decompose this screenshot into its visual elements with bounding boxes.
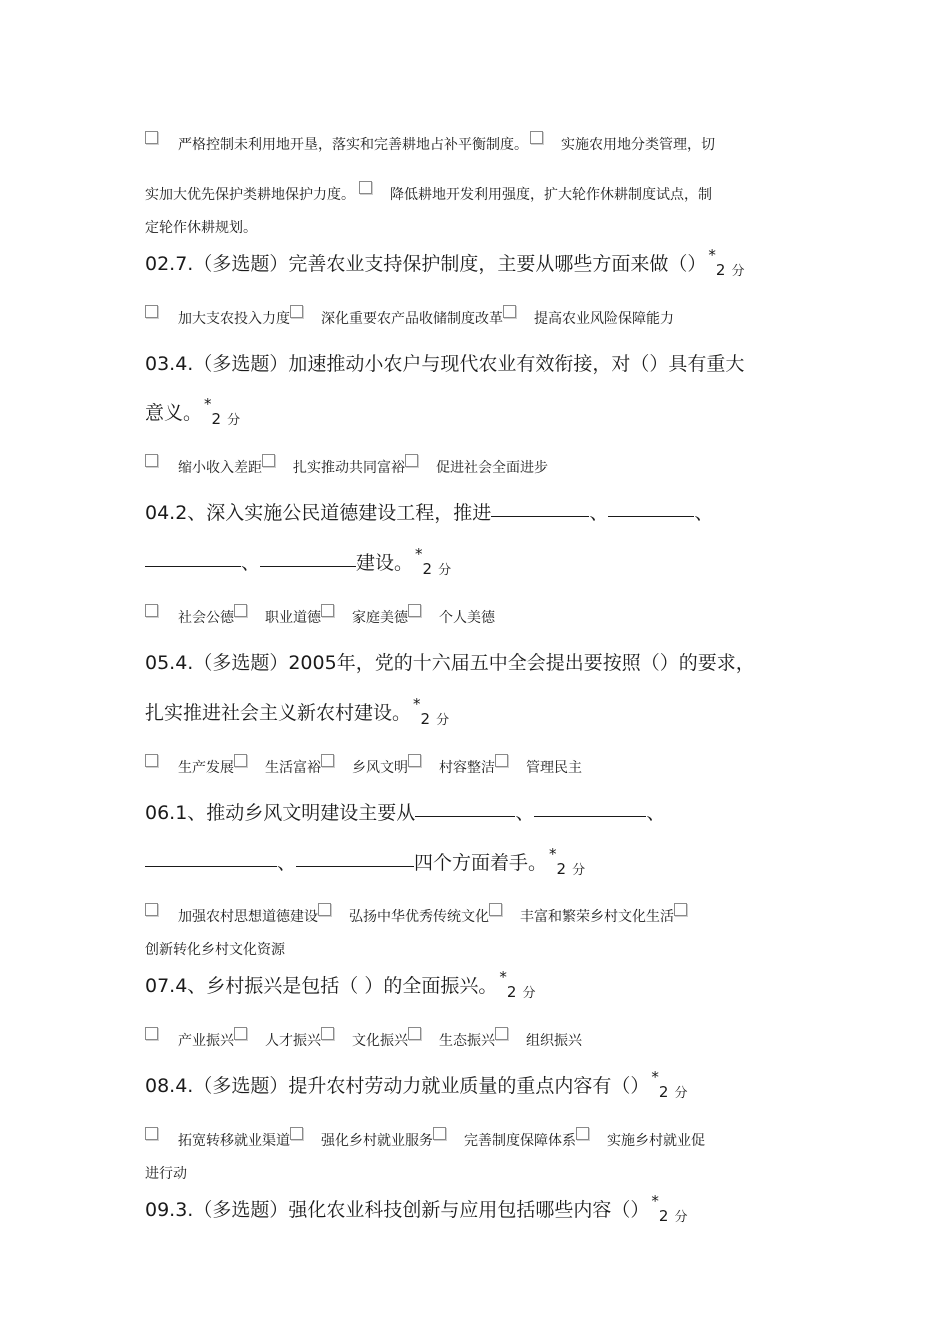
question-text: 07.4、乡村振兴是包括（ ）的全面振兴。: [145, 975, 498, 997]
points-unit: 分: [438, 563, 452, 578]
option-label: 加强农村思想道德建设: [178, 909, 318, 925]
option-label: 强化乡村就业服务: [321, 1133, 433, 1149]
question-text: 02.7.（多选题）完善农业支持保护制度，主要从哪些方面来做（）: [145, 253, 707, 275]
q06-options-line1: [145, 906, 687, 926]
points: 2: [658, 1083, 669, 1101]
checkbox[interactable]: [433, 1127, 446, 1140]
checkbox[interactable]: [495, 754, 508, 767]
checkbox[interactable]: [489, 903, 502, 916]
q01-option-text: 实施农用地分类管理，切: [561, 137, 715, 153]
question-text: 四个方面着手。: [414, 852, 548, 874]
question-text: 建设。: [356, 552, 414, 574]
checkbox[interactable]: [145, 903, 158, 916]
blank-1[interactable]: [491, 515, 589, 517]
question-text: 04.2、深入实施公民道德建设工程，推进: [145, 502, 492, 524]
question-02: [145, 246, 745, 279]
blank-1[interactable]: [415, 815, 515, 817]
checkbox[interactable]: [408, 754, 421, 767]
option-label: 家庭美德: [352, 610, 408, 626]
checkbox[interactable]: [290, 1127, 303, 1140]
checkbox[interactable]: [145, 604, 158, 617]
option-label: 加大支农投入力度: [178, 311, 290, 327]
option-label: 乡风文明: [352, 760, 408, 776]
points: 2: [420, 710, 431, 728]
required-mark: *: [549, 845, 557, 863]
points: 2: [422, 560, 433, 578]
option-label: 管理民主: [526, 760, 582, 776]
question-03-line1: 03.4.（多选题）加速推动小农户与现代农业有效衔接，对（）具有重大: [145, 353, 745, 375]
q01-options-line3: 定轮作休耕规划。: [145, 220, 257, 236]
required-mark: *: [651, 1192, 659, 1210]
points-unit: 分: [227, 413, 241, 428]
checkbox[interactable]: [145, 754, 158, 767]
question-05-line2: [145, 695, 450, 728]
checkbox[interactable]: [405, 454, 418, 467]
q02-options: [145, 308, 674, 328]
question-05-line1: 05.4.（多选题）2005年，党的十六届五中全会提出要按照（）的要求，: [145, 652, 755, 674]
question-06-line1: [145, 798, 665, 825]
option-label: 社会公德: [178, 610, 234, 626]
blank-3[interactable]: [145, 865, 277, 867]
question-text: 08.4.（多选题）提升农村劳动力就业质量的重点内容有（）: [145, 1075, 650, 1097]
points: 2: [211, 410, 222, 428]
q01-options-line1: [145, 134, 715, 154]
checkbox[interactable]: [503, 305, 516, 318]
points-unit: 分: [572, 863, 586, 878]
question-text: 扎实推进社会主义新农村建设。: [145, 702, 412, 724]
question-04-line2: [145, 545, 452, 578]
question-03-line2: [145, 395, 241, 428]
q08-options-line1: [145, 1130, 705, 1150]
checkbox[interactable]: [321, 754, 334, 767]
checkbox[interactable]: [290, 305, 303, 318]
q01-option-text: 降低耕地开发利用强度，扩大轮作休耕制度试点，制: [390, 187, 712, 203]
q04-options: [145, 607, 495, 627]
option-label: 组织振兴: [526, 1033, 582, 1049]
checkbox[interactable]: [262, 454, 275, 467]
points-unit: 分: [674, 1210, 688, 1225]
question-08: [145, 1068, 688, 1101]
blank-2[interactable]: [608, 515, 694, 517]
checkbox[interactable]: [145, 1127, 158, 1140]
checkbox[interactable]: [145, 454, 158, 467]
option-label: 产业振兴: [178, 1033, 234, 1049]
required-mark: *: [204, 395, 212, 413]
question-text: 09.3.（多选题）强化农业科技创新与应用包括哪些内容（）: [145, 1199, 650, 1221]
checkbox[interactable]: [576, 1127, 589, 1140]
blank-2[interactable]: [534, 815, 646, 817]
option-label: 职业道德: [265, 610, 321, 626]
checkbox[interactable]: [234, 604, 247, 617]
points: 2: [658, 1207, 669, 1225]
option-label: 生态振兴: [439, 1033, 495, 1049]
option-label: 完善制度保障体系: [464, 1133, 576, 1149]
required-mark: *: [708, 246, 716, 264]
question-09: [145, 1192, 688, 1225]
q08-options-line2: 进行动: [145, 1166, 187, 1182]
question-06-line2: [145, 845, 586, 878]
option-label: 扎实推动共同富裕: [293, 460, 405, 476]
q06-options-line2: 创新转化乡村文化资源: [145, 942, 285, 958]
option-label: 弘扬中华优秀传统文化: [349, 909, 489, 925]
question-text: 06.1、推动乡风文明建设主要从: [145, 802, 416, 824]
q03-options: [145, 457, 548, 477]
separator: 、: [646, 802, 666, 824]
option-label: 提高农业风险保障能力: [534, 311, 674, 327]
separator: 、: [589, 502, 609, 524]
points-unit: 分: [674, 1086, 688, 1101]
required-mark: *: [415, 545, 423, 563]
separator: 、: [277, 852, 297, 874]
option-label: 村容整洁: [439, 760, 495, 776]
q01-option-text: 实加大优先保护类耕地保护力度。: [145, 187, 355, 203]
separator: 、: [515, 802, 535, 824]
checkbox[interactable]: [495, 1027, 508, 1040]
points-unit: 分: [436, 713, 450, 728]
q01-options-line2: [145, 184, 712, 204]
option-label: 实施乡村就业促: [607, 1133, 705, 1149]
checkbox[interactable]: [318, 903, 331, 916]
question-04-line1: [145, 498, 713, 525]
points-unit: 分: [522, 986, 536, 1001]
required-mark: *: [651, 1068, 659, 1086]
q07-options: [145, 1030, 582, 1050]
checkbox[interactable]: [234, 754, 247, 767]
q01-option-text: 严格控制未利用地开垦，落实和完善耕地占补平衡制度。: [178, 137, 528, 153]
option-label: 缩小收入差距: [178, 460, 262, 476]
option-label: 人才振兴: [265, 1033, 321, 1049]
checkbox[interactable]: [408, 1027, 421, 1040]
checkbox[interactable]: [145, 131, 158, 144]
q05-options: [145, 757, 582, 777]
required-mark: *: [413, 695, 421, 713]
points: 2: [715, 261, 726, 279]
required-mark: *: [499, 968, 507, 986]
checkbox[interactable]: [234, 1027, 247, 1040]
blank-4[interactable]: [296, 865, 414, 867]
question-text: 意义。: [145, 402, 203, 424]
checkbox[interactable]: [408, 604, 421, 617]
option-label: 个人美德: [439, 610, 495, 626]
points: 2: [506, 983, 517, 1001]
option-label: 生产发展: [178, 760, 234, 776]
separator: 、: [694, 502, 714, 524]
checkbox[interactable]: [145, 1027, 158, 1040]
blank-3[interactable]: [145, 565, 241, 567]
checkbox[interactable]: [321, 1027, 334, 1040]
checkbox[interactable]: [359, 181, 372, 194]
option-label: 生活富裕: [265, 760, 321, 776]
checkbox[interactable]: [145, 305, 158, 318]
question-07: [145, 968, 536, 1001]
option-label: 深化重要农产品收储制度改革: [321, 311, 503, 327]
option-label: 拓宽转移就业渠道: [178, 1133, 290, 1149]
checkbox[interactable]: [674, 903, 687, 916]
option-label: 促进社会全面进步: [436, 460, 548, 476]
separator: 、: [241, 552, 261, 574]
checkbox[interactable]: [321, 604, 334, 617]
option-label: 丰富和繁荣乡村文化生活: [520, 909, 674, 925]
blank-4[interactable]: [260, 565, 356, 567]
checkbox[interactable]: [530, 131, 543, 144]
points: 2: [556, 860, 567, 878]
points-unit: 分: [731, 264, 745, 279]
option-label: 文化振兴: [352, 1033, 408, 1049]
